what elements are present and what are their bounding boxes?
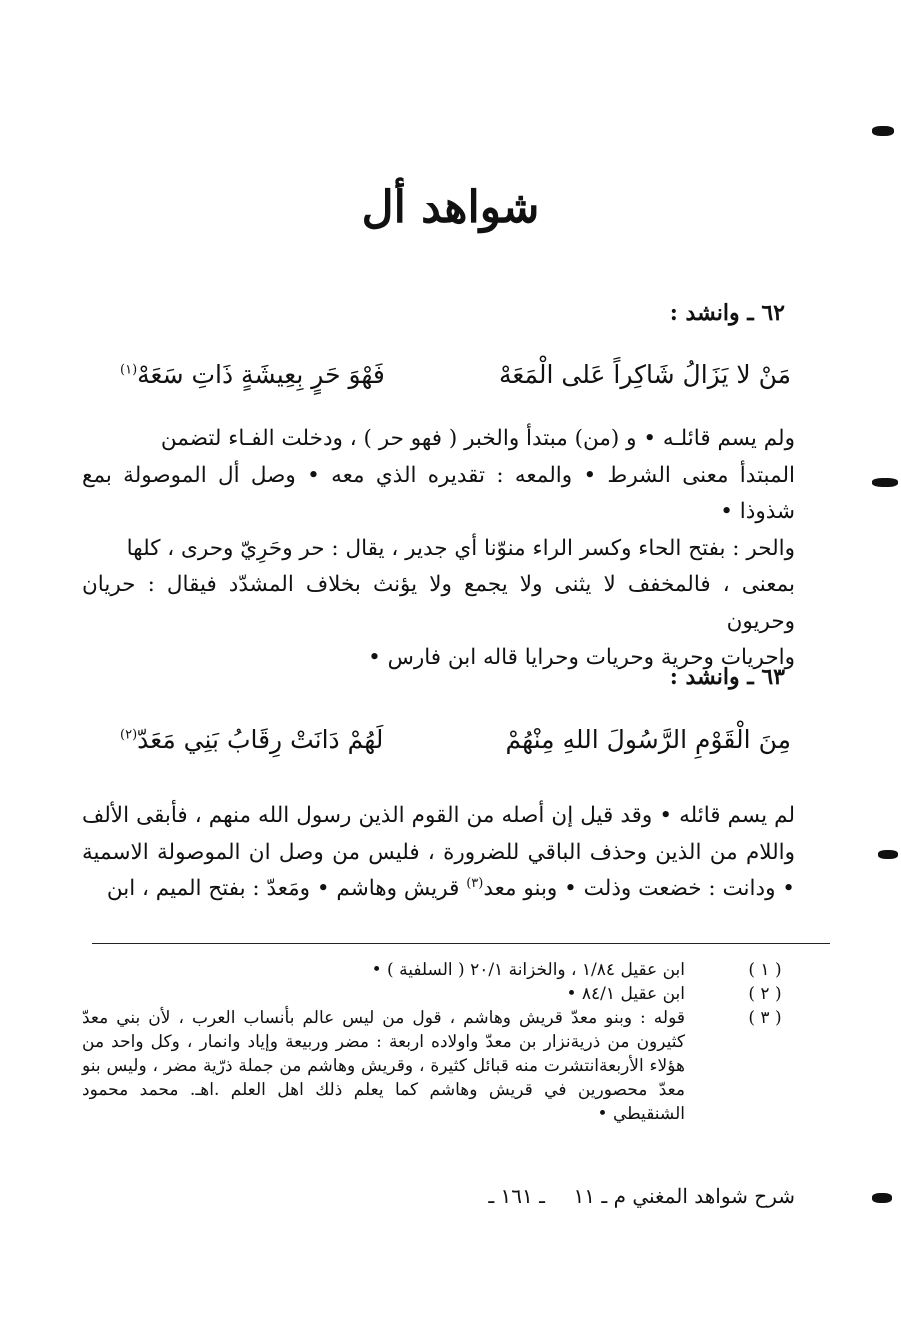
footnote-number: ( ١ )	[748, 960, 782, 980]
shahid-63-label: ٦٣ ـ وانشد :	[669, 664, 785, 690]
verse-second-hemistich-text: لَهُمْ دَانَتْ رِقَابُ بَنِي مَعَدّ	[137, 725, 384, 754]
footnotes	[82, 958, 795, 1126]
footnote-ref-1: (١)	[120, 362, 138, 378]
scan-blot	[878, 850, 898, 859]
footnote-number: ( ٣ )	[748, 1008, 782, 1028]
shahid-63-explanation	[82, 798, 795, 908]
footnote-text: قوله : وبنو معدّ قريش وهاشم ، قول من ليس عالم بأنساب العرب ، لأن بني معدّ كثيرون من ذريةنزار بن معدّ واولاده اربعة : مضر وربيعة وإياد وانمار ، وكل واحد من هؤلاء الأربعةانتشرت منه قبائل كثيرة ، وقريش وهاشم من جملة ذرّية مضر ، وليس بنو معدّ محصورين في قريش وهاشم كما يعلم ذلك اهل العلم .اهـ. محمد محمود الشنقيطي •	[82, 1008, 685, 1124]
shahid-62-verse	[110, 350, 791, 400]
explanation-line: والحر : بفتح الحاء وكسر الراء منوّنا أي جدير ، يقال : حر وحَرِيّ وحرى ، كلها	[126, 535, 795, 561]
verse-second-hemistich-text: فَهْوَ حَرٍ بِعِيشَةٍ ذَاتِ سَعَهْ	[137, 360, 385, 389]
footnote-separator	[92, 943, 830, 944]
page-footer	[70, 1176, 795, 1216]
explanation-text: لم يسم قائله • وقد قيل إن أصله من القوم الذين رسول الله منهم ، فأبقى الألف واللام من الذين وحذف الباقي للضرورة ، فليس من وصل ان الموصولة الاسمية • ودانت : خضعت وذلت • وبنو معد	[82, 803, 795, 901]
scan-blot	[872, 1193, 892, 1203]
explanation-line: بمعنى ، فالمخفف لا يثنى ولا يجمع ولا يؤنث بخلاف المشدّد فيقال : حريان وحريون	[82, 572, 795, 634]
footnote-item	[82, 958, 795, 982]
explanation-text: قريش وهاشم • ومَعدّ : بفتح الميم ، ابن	[106, 876, 467, 901]
footnote-ref-3: (٣)	[466, 875, 484, 891]
explanation-paragraph	[82, 798, 795, 908]
verse-second-hemistich	[120, 350, 385, 400]
shahid-63-verse	[110, 715, 791, 765]
footnote-text: ابن عقيل ٨٤/١ •	[566, 984, 685, 1004]
verse-first-hemistich: مَنْ لا يَزَالُ شَاكِراً عَلى الْمَعَهْ	[499, 360, 791, 389]
scan-blot	[872, 126, 894, 136]
book-signature: شرح شواهد المغني م ـ ١١	[573, 1184, 795, 1208]
footnote-ref-2: (٢)	[120, 727, 138, 743]
explanation-line: ولم يسم قائلـه • و (من) مبتدأ والخبر ( فهو حر ) ، ودخلت الفـاء لتضمن	[160, 426, 795, 451]
page-number: ـ ١٦١ ـ	[488, 1184, 545, 1208]
shahid-62-label: ٦٢ ـ وانشد :	[669, 300, 785, 326]
verse-second-hemistich	[120, 715, 383, 765]
scan-blot	[872, 478, 898, 487]
shahid-62-explanation	[82, 421, 795, 677]
verse-first-hemistich: مِنَ الْقَوْمِ الرَّسُولَ اللهِ مِنْهُمْ	[505, 725, 791, 754]
chapter-title: شواهد أل	[361, 182, 540, 233]
explanation-line: المبتدأ معنى الشرط • والمعه : تقديره الذي معه • وصل أل الموصولة بمع شذوذا •	[82, 462, 795, 524]
footnote-item	[82, 1006, 795, 1126]
explanation-line: واحريات وحرية وحريات وحرايا قاله ابن فارس •	[368, 645, 795, 670]
footnote-item	[82, 982, 795, 1006]
footnote-text: ابن عقيل ١/٨٤ ، والخزانة ٢٠/١ ( السلفية ) •	[371, 960, 685, 980]
footnote-number: ( ٢ )	[748, 984, 782, 1004]
